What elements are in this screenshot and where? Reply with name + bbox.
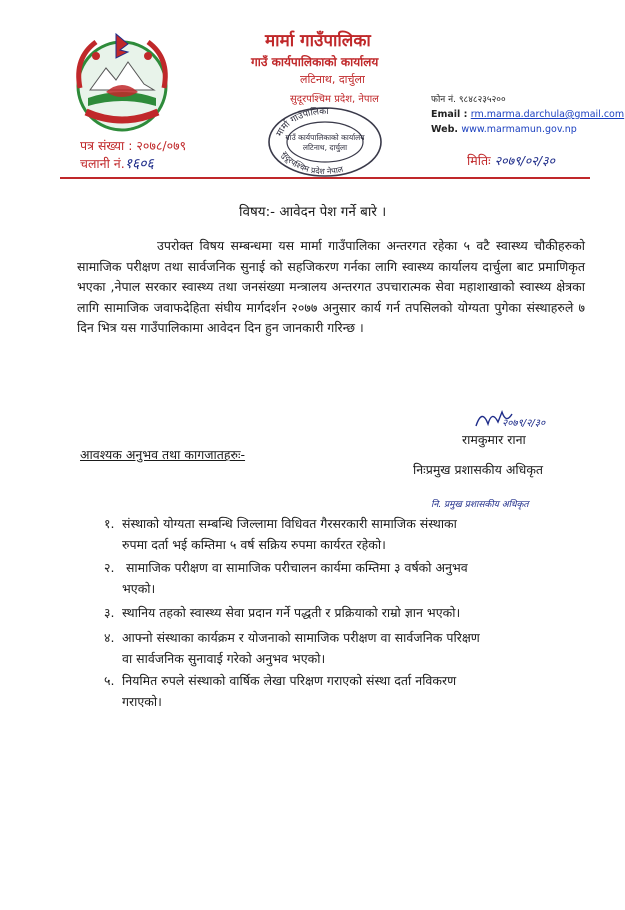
phone-number: फोन नं. ९८४८२३५२०० xyxy=(431,95,506,105)
letter-subject: विषय:- आवेदन पेश गर्ने बारे । xyxy=(239,204,387,220)
item-text-cont: रुपमा दर्ता भई कम्तिमा ५ वर्ष सक्रिय रुपमा कार्यरत रहेको। xyxy=(122,537,386,552)
patra-value: २०७८/०७९ xyxy=(136,138,187,153)
item-text: आफ्नो संस्थाका कार्यक्रम र योजनाको सामाजिक परीक्षण वा सार्वजनिक परिक्षण xyxy=(122,630,480,645)
svg-text:सुदूरपश्चिम प्रदेश नेपाल xyxy=(279,150,345,176)
item-text-cont: वा सार्वजनिक सुनावाई गरेको अनुभव भएको। xyxy=(122,651,326,666)
signature-date: २०७९/२/३० xyxy=(502,418,546,429)
item-text-cont: गराएको। xyxy=(122,694,162,709)
item-text-cont: भएको। xyxy=(122,581,156,596)
chalani-value: १६०६ xyxy=(124,156,154,172)
item-number: ५. xyxy=(104,673,115,688)
patra-label: पत्र संख्या : xyxy=(80,138,133,153)
date xyxy=(467,152,555,169)
office-stamp xyxy=(262,98,388,178)
signature-mark xyxy=(472,404,558,432)
requirement-item-4 xyxy=(104,627,590,669)
requirements-heading: आवश्यक अनुभव तथा कागजातहरुः- xyxy=(80,447,246,462)
item-text: नियमित रुपले संस्थाको वार्षिक लेखा परिक्षण गराएको संस्था दर्ता नविकरण xyxy=(122,673,457,688)
item-number: ३. xyxy=(104,605,115,620)
patra-sankhya xyxy=(80,137,186,154)
email-label: Email : xyxy=(431,109,468,120)
web-link[interactable]: www.marmamun.gov.np xyxy=(461,124,577,135)
letter-body: उपरोक्त विषय सम्बन्धमा यस मार्मा गाउँपालिका अन्तरगत रहेका ५ वटै स्वास्थ्य चौकीहरुको सामाजिक परीक्षण तथा सार्वजनिक सुनाई को सहजिकरण गर्नका लागि स्वास्थ्य कार्यालय दार्चुला बाट प्रमाणिकृत भएका ,नेपाल सरकार स्वास्थ्य तथा जनसंख्या मन्त्रालय अन्तरगत उपचारात्मक सेवा महाशाखाको स्वास्थ्य क्षेत्रका लागि सामाजिक जवाफदेहिता संघीय मार्गदर्शन २०७७ अनुसार कार्य गर्न तपसिलको योग्यता पुगेका संस्थाहरुले ७ दिन भित्र यस गाउँपालिकामा आवेदन दिन हुन जानकारी गरिन्छ । xyxy=(77,238,585,335)
signatory-designation: निःप्रमुख प्रशासकीय अधिकृत xyxy=(413,462,544,477)
email-line xyxy=(431,109,624,120)
nepal-emblem-logo xyxy=(66,28,178,136)
signatory-name: रामकुमार राना xyxy=(462,432,526,447)
item-number: ४. xyxy=(104,630,115,645)
web-label: Web. xyxy=(431,124,458,135)
web-line xyxy=(431,124,577,135)
office-name: गाउँ कार्यपालिकाको कार्यालय xyxy=(251,55,379,69)
stamp-line1: मार्मा गाउँपालिका xyxy=(274,106,329,139)
item-number: २. xyxy=(104,560,115,575)
requirement-item-1 xyxy=(104,513,590,555)
email-link[interactable]: rm.marma.darchula@gmail.com xyxy=(470,109,625,120)
item-text: स्थानिय तहको स्वास्थ्य सेवा प्रदान गर्ने पद्धती र प्रक्रियाको राम्रो ज्ञान भएको। xyxy=(122,605,461,620)
requirement-item-5 xyxy=(104,670,590,712)
miti-label: मितिः xyxy=(467,153,491,168)
office-province: सुदूरपश्चिम प्रदेश, नेपाल xyxy=(290,94,379,105)
office-location: लटिनाथ, दार्चुला xyxy=(300,73,365,86)
item-text: सामाजिक परीक्षण वा सामाजिक परीचालन कार्यमा कम्तिमा ३ वर्षको अनुभव xyxy=(122,560,468,575)
requirement-item-2 xyxy=(104,557,590,599)
item-text: संस्थाको योग्यता सम्बन्धि जिल्लामा विधिवत गैरसरकारी सामाजिक संस्थाका xyxy=(122,516,457,531)
requirement-item-3 xyxy=(104,602,590,623)
chalani-number xyxy=(80,154,154,173)
stamp-line3: लटिनाथ, दार्चुला xyxy=(302,143,348,152)
stamp-line2: गाउँ कार्यपालिकाको कार्यालय xyxy=(285,133,365,142)
org-name: मार्मा गाउँपालिका xyxy=(265,31,371,51)
chalani-label: चलानी नं. xyxy=(80,156,125,171)
designation-stamp: नि. प्रमुख प्रशासकीय अधिकृत xyxy=(431,500,529,510)
miti-value: २०७९/०२/३० xyxy=(494,153,556,168)
stamp-line4: सुदूरपश्चिम प्रदेश नेपाल xyxy=(279,149,344,177)
item-number: १. xyxy=(104,516,115,531)
header-divider xyxy=(60,177,590,179)
